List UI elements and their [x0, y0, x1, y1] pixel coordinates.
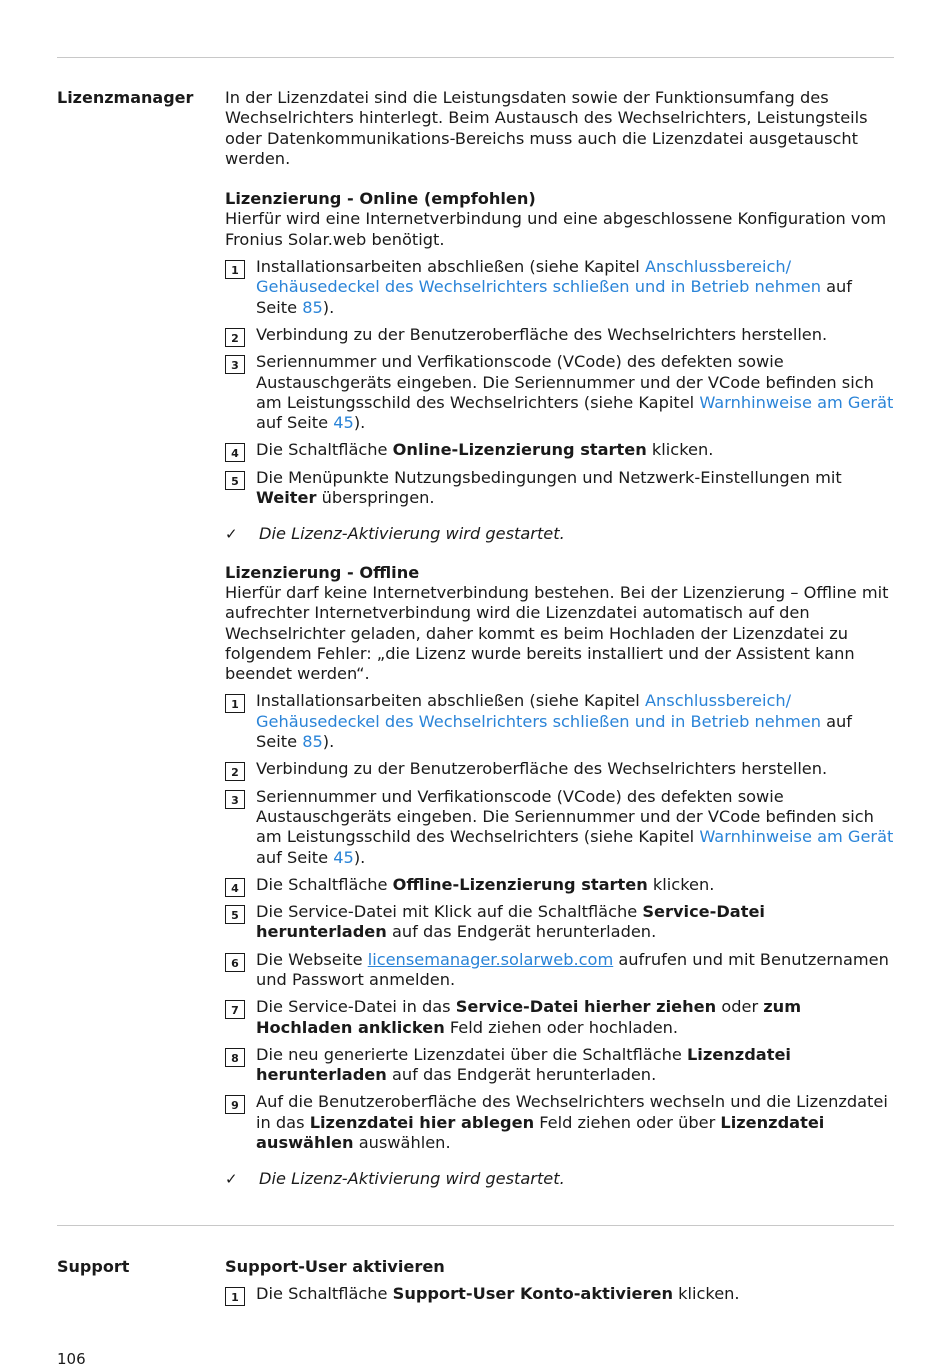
- step-number: 5: [225, 471, 245, 490]
- offline-step-2: 2 Verbindung zu der Benutzeroberfläche des Wechselrichters herstellen.: [225, 759, 895, 779]
- step-number: 6: [225, 953, 245, 972]
- offline-step-5: 5 Die Service-Datei mit Klick auf die Schaltfläche Service-Datei herunterladen auf das Endgerät herunterladen.: [225, 902, 895, 943]
- step-number: 2: [225, 328, 245, 347]
- step-number: 9: [225, 1095, 245, 1114]
- support-content: [225, 1257, 895, 1305]
- offline-step-7: 7 Die Service-Datei in das Service-Datei hierher ziehen oder zum Hochladen anklicken Feld ziehen oder hochladen.: [225, 997, 895, 1038]
- step-number: 1: [225, 260, 245, 279]
- online-heading: Lizenzierung - Online (empfohlen): [225, 189, 536, 209]
- intro-paragraph: In der Lizenzdatei sind die Leistungsdaten sowie der Funktionsumfang des Wechselrichters hinterlegt. Beim Austausch des Wechselrichters, Leistungsteils oder Datenkommunikations-Bereichs muss auch die Lizenzdatei ausgetauscht werden.: [225, 88, 868, 168]
- step-number: 5: [225, 905, 245, 924]
- step-number: 3: [225, 355, 245, 374]
- page-link[interactable]: 85: [302, 732, 323, 752]
- step-number: 2: [225, 762, 245, 781]
- offline-result: ✓ Die Lizenz-Aktivierung wird gestartet.: [225, 1169, 565, 1189]
- online-step-1: 1 Installationsarbeiten abschließen (siehe Kapitel Anschlussbereich/ Gehäusedeckel des Wechselrichters schließen und in Betrieb nehmen auf Seite 85).: [225, 257, 895, 318]
- page-number: 106: [57, 1350, 86, 1368]
- section-divider: [57, 1225, 894, 1226]
- step-number: 1: [225, 1287, 245, 1306]
- chapter-link[interactable]: Warnhinweise am Gerät: [699, 827, 894, 847]
- offline-heading: Lizenzierung - Offline: [225, 562, 420, 582]
- page-link[interactable]: 45: [333, 847, 354, 867]
- section-label-support: Support: [57, 1257, 130, 1276]
- online-step-2: 2 Verbindung zu der Benutzeroberfläche des Wechselrichters herstellen.: [225, 325, 895, 345]
- checkmark-icon: ✓: [225, 525, 238, 544]
- online-step-5: 5 Die Menüpunkte Nutzungsbedingungen und Netzwerk-Einstellungen mit Weiter überspringen.: [225, 468, 895, 509]
- step-number: 8: [225, 1048, 245, 1067]
- top-divider: [57, 57, 894, 58]
- chapter-link[interactable]: Anschlussbereich/ Gehäusedeckel des Wechselrichters schließen und in Betrieb nehmen: [256, 257, 821, 297]
- offline-step-8: 8 Die neu generierte Lizenzdatei über die Schaltfläche Lizenzdatei herunterladen auf das Endgerät herunterladen.: [225, 1045, 895, 1086]
- support-heading: Support-User aktivieren: [225, 1257, 445, 1276]
- online-step-4: 4 Die Schaltfläche Online-Lizenzierung starten klicken.: [225, 440, 895, 460]
- online-step-3: 3 Seriennummer und Verfikationscode (VCode) des defekten sowie Austauschgeräts eingeben. Die Seriennummer und der VCode befinden sich am Leistungsschild des Wechselrichters (siehe Kapitel Warnhinweise am Gerät auf Seite 45).: [225, 352, 895, 433]
- page-link[interactable]: 85: [302, 297, 323, 317]
- chapter-link[interactable]: Anschlussbereich/ Gehäusedeckel des Wechselrichters schließen und in Betrieb nehmen: [256, 691, 821, 731]
- step-number: 4: [225, 443, 245, 462]
- offline-step-1: 1 Installationsarbeiten abschließen (siehe Kapitel Anschlussbereich/ Gehäusedeckel des Wechselrichters schließen und in Betrieb nehmen auf Seite 85).: [225, 691, 895, 752]
- online-result: ✓ Die Lizenz-Aktivierung wird gestartet.: [225, 524, 565, 544]
- section-label-lizenzmanager: Lizenzmanager: [57, 88, 194, 107]
- lizenzmanager-content: [225, 88, 895, 1190]
- offline-step-6: 6 Die Webseite licensemanager.solarweb.com aufrufen und mit Benutzernamen und Passwort anmelden.: [225, 950, 895, 991]
- support-step-1: 1 Die Schaltfläche Support-User Konto-aktivieren klicken.: [225, 1284, 895, 1304]
- offline-step-9: 9 Auf die Benutzeroberfläche des Wechselrichters wechseln und die Lizenzdatei in das Lizenzdatei hier ablegen Feld ziehen oder über Lizenzdatei auswählen auswählen.: [225, 1092, 895, 1153]
- step-number: 1: [225, 694, 245, 713]
- offline-step-3: 3 Seriennummer und Verfikationscode (VCode) des defekten sowie Austauschgeräts eingeben. Die Seriennummer und der VCode befinden sich am Leistungsschild des Wechselrichters (siehe Kapitel Warnhinweise am Gerät auf Seite 45).: [225, 787, 895, 868]
- online-description: Hierfür wird eine Internetverbindung und eine abgeschlossene Konfiguration vom Fronius Solar.web benötigt.: [225, 209, 887, 249]
- step-number: 7: [225, 1000, 245, 1019]
- checkmark-icon: ✓: [225, 1170, 238, 1189]
- page-link[interactable]: 45: [333, 413, 354, 433]
- step-number: 4: [225, 878, 245, 897]
- step-number: 3: [225, 790, 245, 809]
- offline-description: Hierfür darf keine Internetverbindung bestehen. Bei der Lizenzierung – Offline mit aufrechter Internetverbindung wird die Lizenzdatei automatisch auf den Wechselrichter geladen, daher kommt es beim Hochladen der Lizenzdatei zu folgendem Fehler: „die Lizenz wurde bereits installiert und der Assistent kann beendet werden“.: [225, 582, 889, 684]
- chapter-link[interactable]: Warnhinweise am Gerät: [699, 392, 894, 412]
- license-manager-link[interactable]: licensemanager.solarweb.com: [367, 949, 614, 969]
- offline-step-4: 4 Die Schaltfläche Offline-Lizenzierung starten klicken.: [225, 875, 895, 895]
